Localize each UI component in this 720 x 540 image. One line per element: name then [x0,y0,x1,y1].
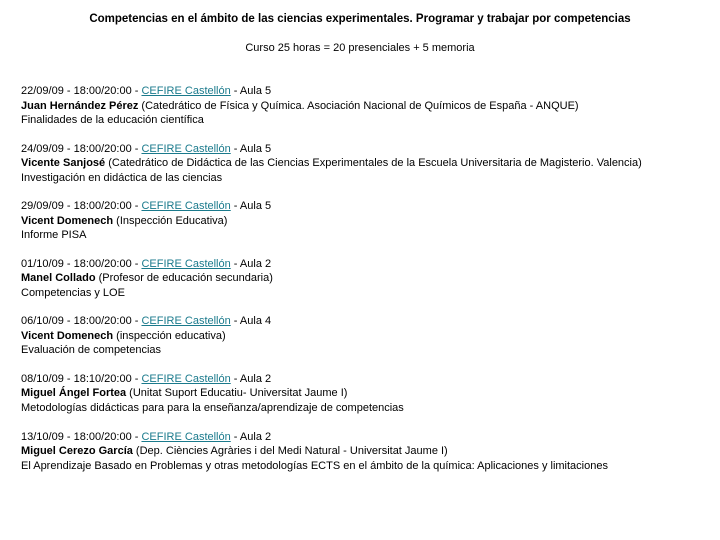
speaker-affiliation: (Inspección Educativa) [113,214,228,227]
speaker-affiliation: (Catedrático de Didáctica de las Ciencias Experimentales de la Escuela Universitaria de Magisterio. Valencia) [105,157,642,170]
session-topic: El Aprendizaje Basado en Problemas y otras metodologías ECTS en el ámbito de la química: Aplicaciones y limitaciones [21,459,608,472]
session-schedule [21,314,711,329]
session-list [21,84,711,487]
session-room: - Aula 2 [230,372,272,385]
venue-link[interactable]: CEFIRE Castellón [141,142,231,155]
speaker-affiliation: (Unitat Suport Educatiu- Universitat Jaume I) [126,387,348,400]
speaker-affiliation: (Dep. Ciències Agràries i del Medi Natural - Universitat Jaume I) [132,445,448,458]
page-title: Competencias en el ámbito de las ciencias experimentales. Programar y trabajar por competencias [89,13,631,25]
session-date: 01/10/09 - 18:00/20:00 - [21,257,142,270]
session-date: 22/09/09 - 18:00/20:00 - [21,85,142,97]
speaker-affiliation: (Catedrático de Física y Química. Asociación Nacional de Químicos de España - ANQUE) [138,99,579,112]
session-date: 29/09/09 - 18:00/20:00 - [21,200,142,213]
session-item [21,372,711,430]
speaker-name: Vicent Domenech [21,214,114,227]
session-item [21,430,711,488]
session-speaker-line [21,329,711,344]
session-room: - Aula 5 [230,142,272,155]
venue-link[interactable]: CEFIRE Castellón [141,85,231,97]
session-date: 13/10/09 - 18:00/20:00 - [21,430,142,443]
speaker-name: Juan Hernández Pérez [21,99,139,112]
venue-link[interactable]: CEFIRE Castellón [141,257,231,270]
session-speaker-line [21,386,711,401]
session-item [21,84,711,142]
session-schedule [21,199,711,214]
session-topic: Competencias y LOE [21,286,125,299]
session-room: - Aula 4 [230,315,272,328]
venue-link[interactable]: CEFIRE Castellón [141,372,231,385]
session-date: 24/09/09 - 18:00/20:00 - [21,142,142,155]
session-room: - Aula 2 [230,430,272,443]
session-topic: Investigación en didáctica de las ciencias [21,171,223,184]
speaker-affiliation: (Profesor de educación secundaria) [95,272,273,285]
session-item [21,257,711,315]
session-schedule [21,372,711,387]
venue-link[interactable]: CEFIRE Castellón [141,315,231,328]
session-topic: Evaluación de competencias [21,344,162,357]
session-room: - Aula 5 [230,85,272,97]
speaker-name: Vicent Domenech [21,329,114,342]
venue-link[interactable]: CEFIRE Castellón [141,430,231,443]
speaker-name: Manel Collado [21,272,96,285]
session-schedule [21,257,711,272]
session-date: 06/10/09 - 18:00/20:00 - [21,315,142,328]
session-schedule [21,430,711,445]
session-schedule [21,84,711,99]
session-date: 08/10/09 - 18:10/20:00 - [21,372,142,385]
session-item [21,142,711,200]
venue-link[interactable]: CEFIRE Castellón [141,200,231,213]
session-speaker-line [21,99,711,114]
session-item [21,314,711,372]
session-room: - Aula 2 [230,257,272,270]
session-speaker-line [21,156,711,171]
session-speaker-line [21,214,711,229]
session-room: - Aula 5 [230,200,272,213]
session-item [21,199,711,257]
session-topic: Metodologías didácticas para para la enseñanza/aprendizaje de competencias [21,401,404,414]
session-speaker-line [21,444,711,459]
course-hours: Curso 25 horas = 20 presenciales + 5 memoria [245,42,475,54]
speaker-name: Vicente Sanjosé [21,157,106,170]
session-topic: Informe PISA [21,229,87,242]
speaker-affiliation: (inspección educativa) [113,329,226,342]
speaker-name: Miguel Ángel Fortea [21,387,127,400]
session-schedule [21,142,711,157]
session-topic: Finalidades de la educación científica [21,114,204,126]
speaker-name: Miguel Cerezo García [21,445,133,458]
session-speaker-line [21,271,711,286]
